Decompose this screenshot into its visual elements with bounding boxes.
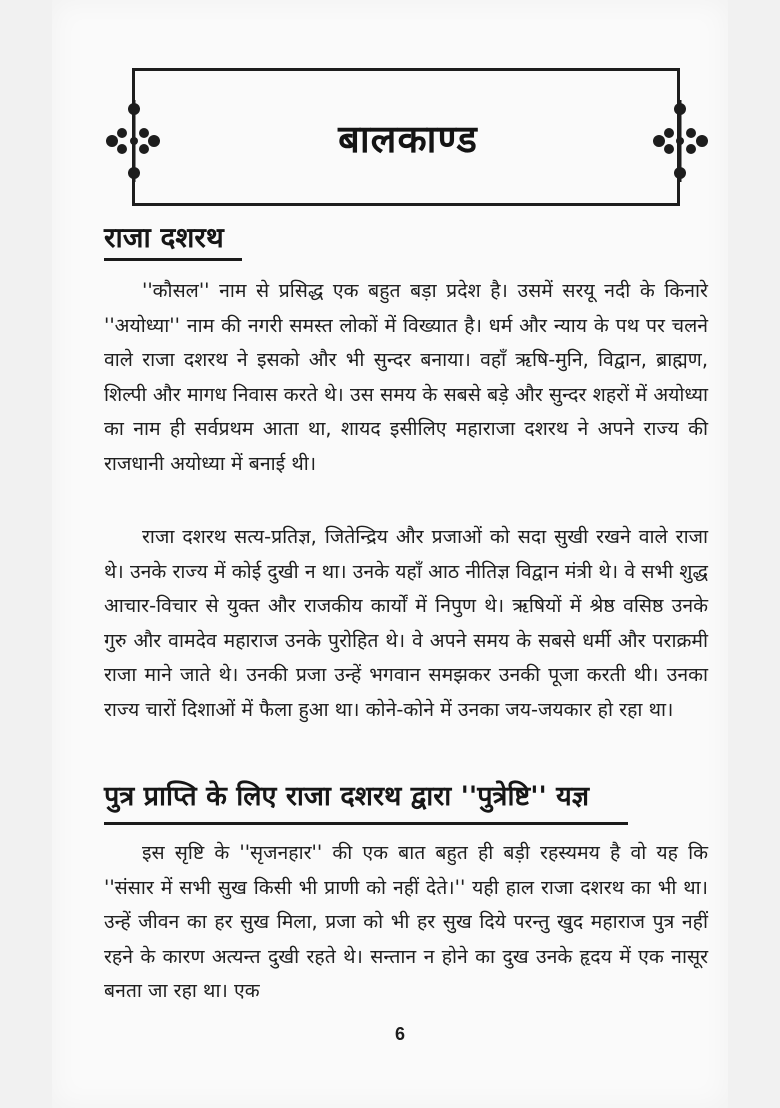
section-heading-raja-dasharath: राजा दशरथ [104, 221, 224, 254]
section-heading-putreshti-yagya: पुत्र प्राप्ति के लिए राजा दशरथ द्वारा ''पुत्रेष्टि'' यज्ञ [104, 781, 590, 812]
paragraph-3: इस सृष्टि के ''सृजनहार'' की एक बात बहुत ही बड़ी रहस्यमय है वो यह कि ''संसार में सभी सुख किसी भी प्राणी को नहीं देते।'' यही हाल राजा दशरथ का भी था। उन्हें जीवन का हर सुख मिला, प्रजा को भी हर सुख दिये परन्तु खुद महाराज पुत्र नहीं रहने के कारण अत्यन्त दुखी रहते थे। सन्तान न होने का दुख उनके हृदय में एक नासूर बनता जा रहा था। एक [104, 841, 708, 1003]
heading-underline [104, 258, 242, 261]
paragraph-1: ''कौसल'' नाम से प्रसिद्ध एक बहुत बड़ा प्रदेश है। उसमें सरयू नदी के किनारे ''अयोध्या'' नाम की नगरी समस्त लोकों में विख्यात है। धर्म और न्याय के पथ पर चलने वाले राजा दशरथ ने इसको और भी सुन्दर बनाया। वहाँ ऋषि-मुनि, विद्वान, ब्राह्मण, शिल्पी और मागध निवास करते थे। उस समय के सबसे बड़े और सुन्दर शहरों में अयोध्या का नाम ही सर्वप्रथम आता था, शायद इसीलिए महाराजा दशरथ ने अपने राज्य की राजधानी अयोध्या में बनाई थी। [104, 279, 708, 475]
chapter-title-frame [132, 68, 684, 210]
left-ornament-icon [104, 96, 162, 186]
chapter-title: बालकाण्ड [338, 117, 478, 161]
paragraph-2: राजा दशरथ सत्य-प्रतिज्ञ, जितेन्द्रिय और प्रजाओं को सदा सुखी रखने वाले राजा थे। उनके राज्य में कोई दुखी न था। उनके यहाँ आठ नीतिज्ञ विद्वान मंत्री थे। वे सभी शुद्ध आचार-विचार से युक्त और राजकीय कार्यों में निपुण थे। ऋषियों में श्रेष्ठ वसिष्ठ उनके गुरु और वामदेव महाराज उनके पुरोहित थे। वे अपने समय के सबसे धर्मी और पराक्रमी राजा माने जाते थे। उनकी प्रजा उन्हें भगवान समझकर उनकी पूजा करती थी। उनका राज्य चारों दिशाओं में फैला हुआ था। कोने-कोने में उनका जय-जयकार हो रहा था। [104, 525, 708, 721]
heading-underline [104, 822, 628, 825]
page-number: 6 [394, 1024, 405, 1044]
right-ornament-icon [652, 96, 710, 186]
